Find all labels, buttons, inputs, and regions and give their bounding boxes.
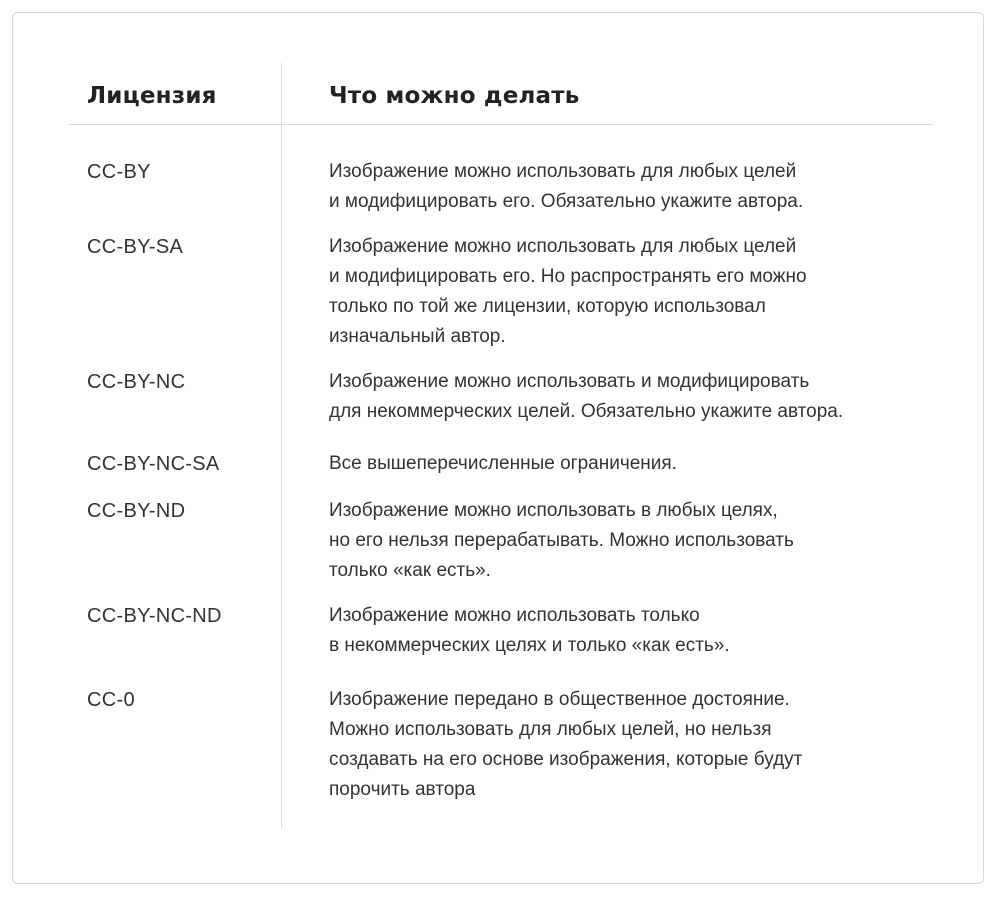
license-description: Изображение можно использовать для любых целей и модифицировать его. Обязательно укажите автора. — [329, 161, 804, 212]
license-name: CC-BY-NC — [87, 371, 186, 393]
license-description: Изображение можно использовать для любых целей и модифицировать его. Но распространять его можно только по той же лицензии, которую использовал изначальный автор. — [329, 236, 807, 347]
license-name: CC-BY — [87, 161, 151, 183]
license-description: Изображение можно использовать и модифицировать для некоммерческих целей. Обязательно укажите автора. — [329, 371, 844, 422]
header-divider — [69, 124, 933, 125]
license-description: Изображение можно использовать только в некоммерческих целях и только «как есть». — [329, 605, 730, 656]
license-description: Все вышеперечисленные ограничения. — [329, 453, 677, 474]
license-name: CC-BY-SA — [87, 236, 184, 258]
column-divider — [281, 63, 282, 828]
header-what-can-do: Что можно делать — [329, 83, 580, 109]
license-name: CC-BY-NC-ND — [87, 605, 222, 627]
license-table-card — [12, 12, 984, 884]
license-description: Изображение можно использовать в любых целях, но его нельзя перерабатывать. Можно использовать только «как есть». — [329, 500, 794, 581]
header-license: Лицензия — [87, 83, 217, 109]
license-name: CC-BY-ND — [87, 500, 186, 522]
license-description: Изображение передано в общественное достояние. Можно использовать для любых целей, но нельзя создавать на его основе изображения, которые будут порочить автора — [329, 689, 803, 800]
license-name: CC-BY-NC-SA — [87, 453, 220, 475]
license-name: CC-0 — [87, 689, 135, 711]
